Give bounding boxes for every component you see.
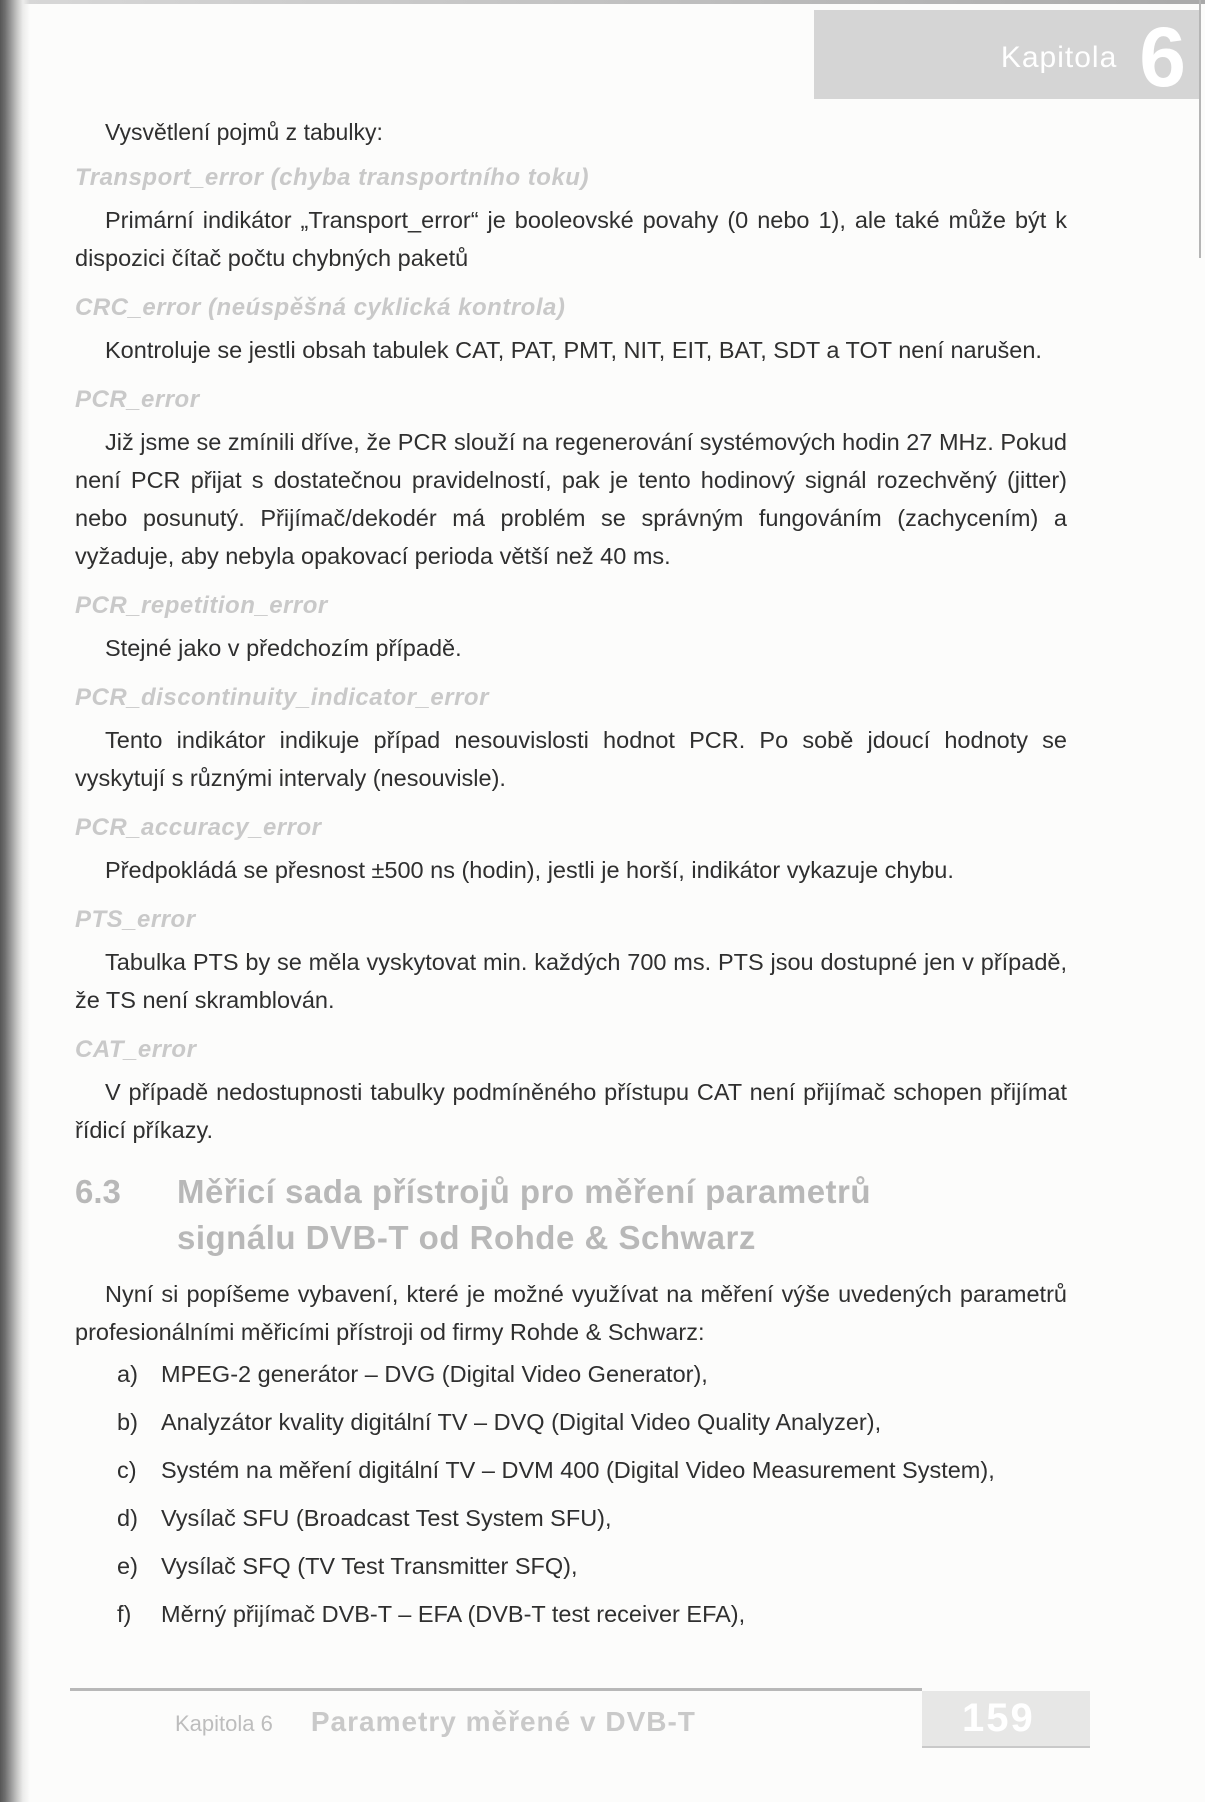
page-content — [75, 117, 1067, 1647]
intro-line: Vysvětlení pojmů z tabulky: — [105, 119, 383, 145]
list-item — [117, 1407, 1067, 1437]
section-paragraph: Předpokládá se přesnost ±500 ns (hodin), jestli je horší, indikátor vykazuje chybu. — [105, 857, 954, 883]
section-pcr-discontinuity-indicator-error — [75, 683, 1067, 797]
section-paragraph: Kontroluje se jestli obsah tabulek CAT, PAT, PMT, NIT, EIT, BAT, SDT a TOT není narušen. — [105, 337, 1042, 363]
footer-chapter-label: Kapitola 6 — [175, 1711, 273, 1736]
section-paragraph: Již jsme se zmínili dříve, že PCR slouží na regenerování systémových hodin 27 MHz. Pokud není PCR přijat s dostatečnou pravidelností, pak je tento hodinový signál rozechvěný (jitter) nebo posunutý. Přijímač/dekodér má problém se správným fungováním (zachycením) a vyžaduje, aby nebyla opakovací perioda větší než 40 ms. — [75, 429, 1067, 569]
chapter-header — [814, 9, 1200, 104]
list-item-text: Měrný přijímač DVB-T – EFA (DVB-T test receiver EFA), — [161, 1601, 746, 1627]
list-item-marker: f) — [117, 1601, 132, 1627]
section-heading: CRC_error (neúspěšná cyklická kontrola) — [75, 294, 566, 321]
footer-divider — [70, 1688, 922, 1691]
subsection-number: 6.3 — [75, 1173, 121, 1210]
scan-binding-shadow — [0, 0, 30, 1802]
section-pcr-repetition-error — [75, 591, 1067, 667]
section-paragraph: V případě nedostupnosti tabulky podmíněného přístupu CAT není přijímač schopen přijímat řídicí příkazy. — [75, 1079, 1067, 1143]
subsection-title: Měřicí sada přístrojů pro měření parametrů signálu DVB-T od Rohde & Schwarz — [177, 1173, 872, 1256]
section-transport-error — [75, 163, 1067, 277]
section-heading: PCR_discontinuity_indicator_error — [75, 684, 489, 711]
list-item — [117, 1599, 1067, 1629]
list-item — [117, 1455, 1067, 1485]
section-pts-error — [75, 905, 1067, 1019]
list-item-marker: d) — [117, 1505, 138, 1531]
list-item-marker: c) — [117, 1457, 137, 1483]
list-item — [117, 1551, 1067, 1581]
footer-chapter-title: Parametry měřené v DVB-T — [310, 1706, 696, 1737]
section-cat-error — [75, 1035, 1067, 1149]
scan-top-edge — [0, 0, 1205, 4]
subsection-lead-paragraph: Nyní si popíšeme vybavení, které je možné využívat na měření výše uvedených parametrů profesionálními měřicími přístroji od firmy Rohde & Schwarz: — [75, 1281, 1067, 1345]
list-item-text: Analyzátor kvality digitální TV – DVQ (Digital Video Quality Analyzer), — [161, 1409, 882, 1435]
subsection-heading — [75, 1169, 1067, 1261]
section-paragraph: Stejné jako v předchozím případě. — [105, 635, 462, 661]
list-item-text: Vysílač SFU (Broadcast Test System SFU), — [161, 1505, 612, 1531]
section-heading: CAT_error — [75, 1036, 197, 1063]
section-heading: PCR_accuracy_error — [75, 814, 322, 841]
page-number-box — [922, 1691, 1090, 1748]
section-paragraph: Tabulka PTS by se měla vyskytovat min. každých 700 ms. PTS jsou dostupné jen v případě, že TS není skramblován. — [75, 949, 1067, 1013]
section-heading: PTS_error — [75, 906, 196, 933]
chapter-label: Kapitola — [1000, 40, 1118, 74]
section-heading: Transport_error (chyba transportního toku) — [75, 164, 589, 191]
list-item-marker: e) — [117, 1553, 138, 1579]
section-pcr-error — [75, 385, 1067, 575]
list-item-text: Systém na měření digitální TV – DVM 400 (Digital Video Measurement System), — [161, 1457, 995, 1483]
equipment-list — [117, 1359, 1067, 1629]
list-item — [117, 1359, 1067, 1389]
list-item-marker: a) — [117, 1361, 138, 1387]
list-item — [117, 1503, 1067, 1533]
scan-right-edge — [1199, 0, 1201, 258]
footer — [175, 1706, 696, 1738]
section-heading: PCR_error — [75, 386, 200, 413]
list-item-marker: b) — [117, 1409, 138, 1435]
section-pcr-accuracy-error — [75, 813, 1067, 889]
list-item-text: MPEG-2 generátor – DVG (Digital Video Generator), — [161, 1361, 708, 1387]
list-item-text: Vysílač SFQ (TV Test Transmitter SFQ), — [161, 1553, 578, 1579]
section-heading: PCR_repetition_error — [75, 592, 328, 619]
chapter-number: 6 — [1139, 9, 1186, 104]
section-paragraph: Tento indikátor indikuje případ nesouvislosti hodnot PCR. Po sobě jdoucí hodnoty se vyskytují s různými intervaly (nesouvisle). — [75, 727, 1067, 791]
section-paragraph: Primární indikátor „Transport_error“ je booleovské povahy (0 nebo 1), ale také může být k dispozici čítač počtu chybných paketů — [75, 207, 1067, 271]
section-crc-error — [75, 293, 1067, 369]
page-number: 159 — [962, 1696, 1035, 1740]
